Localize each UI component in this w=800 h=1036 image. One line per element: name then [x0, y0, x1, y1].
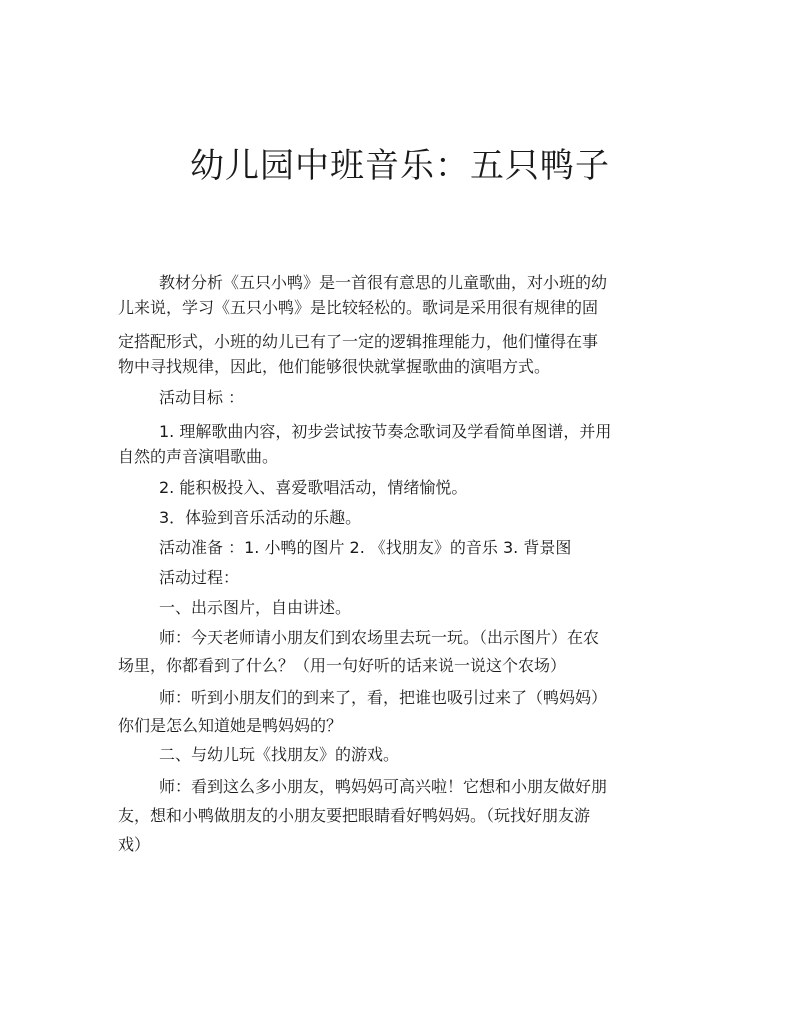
paragraph-line: 儿来说，学习《五只小鸭》是比较轻松的。歌词是采用很有规律的固: [118, 298, 599, 317]
section-heading: 活动目标 ：: [159, 388, 245, 407]
paragraph-line: 友，想和小鸭做朋友的小朋友要把眼睛看好鸭妈妈。（玩找好朋友游: [118, 806, 591, 825]
paragraph-line: 一、出示图片，自由讲述。: [159, 598, 352, 617]
section-heading: 活动准备 ：1. 小鸭的图片 2. 《找朋友》的音乐 3. 背景图: [159, 538, 572, 557]
document-title: 幼儿园中班音乐：五只鸭子: [190, 146, 610, 186]
paragraph-line: 2. 能积极投入、喜爱歌唱活动，情绪愉悦。: [159, 478, 468, 497]
paragraph-line: 师：看到这么多小朋友，鸭妈妈可高兴啦！它想和小朋友做好朋: [159, 777, 608, 796]
paragraph-line: 自然的声音演唱歌曲。: [118, 447, 279, 466]
paragraph-line: 师：听到小朋友们的到来了，看，把谁也吸引过来了（鸭妈妈）: [159, 688, 608, 707]
paragraph-line: 你们是怎么知道她是鸭妈妈的？: [118, 716, 343, 735]
paragraph-line: 物中寻找规律，因此，他们能够很快就掌握歌曲的演唱方式。: [118, 357, 551, 376]
paragraph-line: 1. 理解歌曲内容，初步尝试按节奏念歌词及学看简单图谱，并用: [159, 422, 612, 441]
paragraph-line: 师：今天老师请小朋友们到农场里去玩一玩。（出示图片）在农: [159, 628, 600, 647]
paragraph-line: 定搭配形式，小班的幼儿已有了一定的逻辑推理能力，他们懂得在事: [118, 332, 599, 351]
paragraph-line: 3．体验到音乐活动的乐趣。: [159, 508, 362, 527]
paragraph-line: 戏）: [118, 835, 151, 854]
paragraph-line: 教材分析《五只小鸭》是一首很有意思的儿童歌曲，对小班的幼: [159, 273, 608, 292]
section-heading: 活动过程：: [159, 568, 240, 587]
paragraph-line: 二、与幼儿玩《找朋友》的游戏。: [159, 745, 400, 764]
paragraph-line: 场里，你都看到了什么？（用一句好听的话来说一说这个农场）: [118, 656, 567, 675]
